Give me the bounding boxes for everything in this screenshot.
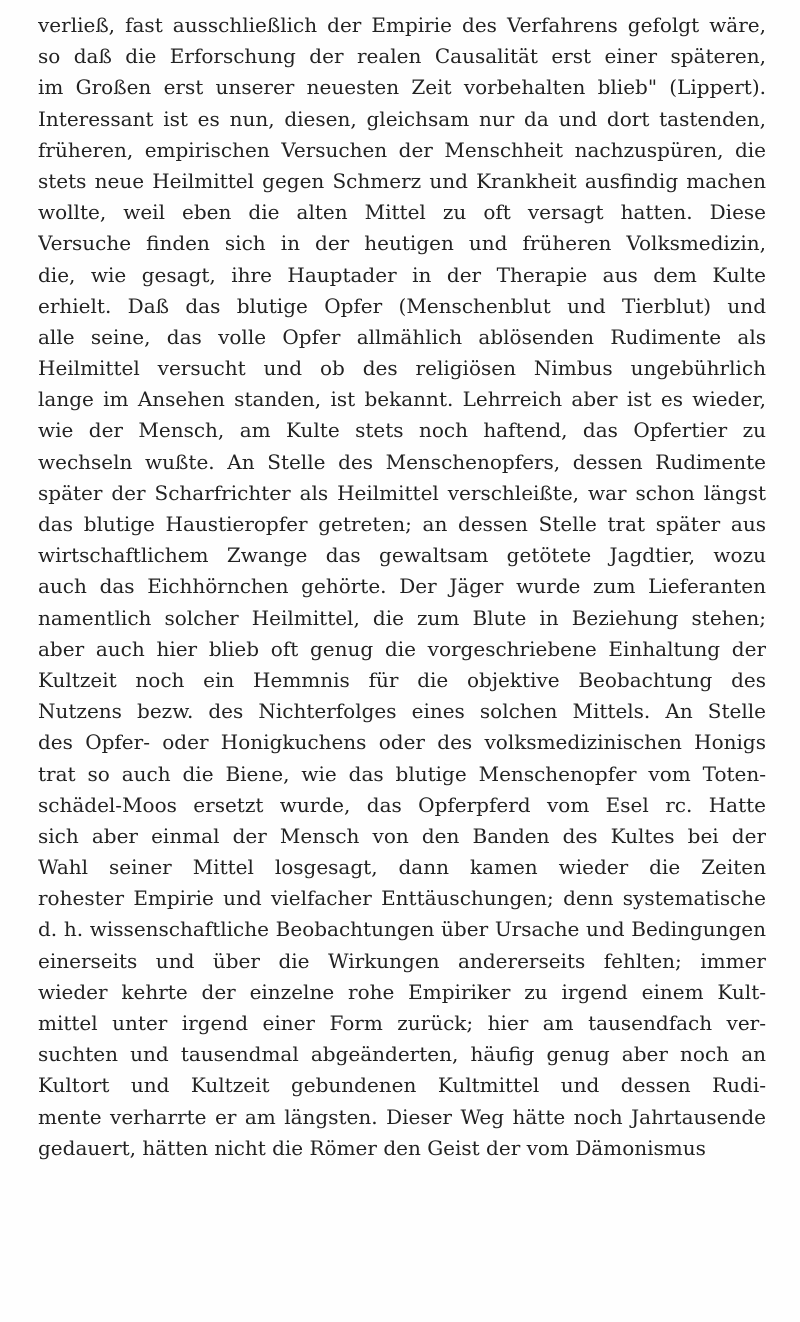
text-line: wollte, weil eben die alten Mittel zu oft versagt hatten. Diese [38, 200, 766, 225]
text-line: schädel-Moos ersetzt wurde, das Opferpferd vom Esel rc. Hatte [38, 792, 766, 817]
text-line: sich aber einmal der Mensch von den Banden des Kultes bei der [38, 823, 766, 848]
text-line: das blutige Haustieropfer getreten; an dessen Stelle trat später aus [38, 512, 766, 536]
text-line: Kultort und Kultzeit gebundenen Kultmittel und dessen Rudi- [38, 1073, 766, 1098]
text-line: auch das Eichhörnchen gehörte. Der Jäger wurde zum Lieferanten [38, 574, 766, 599]
text-line: des Opfer- oder Honigkuchens oder des volksmedizinischen Honigs [38, 730, 766, 755]
text-line: d. h. wissenschaftliche Beobachtungen über Ursache und Bedingungen [38, 917, 766, 942]
text-line: verließ, fast ausschließlich der Empirie des Verfahrens gefolgt wäre, [38, 13, 766, 37]
text-line: einerseits und über die Wirkungen andererseits fehlten; immer [38, 948, 766, 973]
text-line: Versuche finden sich in der heutigen und früheren Volksmedizin, [38, 231, 766, 256]
text-line: die, wie gesagt, ihre Hauptader in der Therapie aus dem Kulte [38, 262, 766, 287]
text-line: später der Scharfrichter als Heilmittel verschleißte, war schon längst [38, 480, 766, 505]
text-line: wieder kehrte der einzelne rohe Empiriker zu irgend einem Kult- [38, 979, 766, 1004]
text-line: mente verharrte er am längsten. Dieser Weg hätte noch Jahrtausende [38, 1104, 766, 1129]
text-line: erhielt. Daß das blutige Opfer (Menschenblut und Tierblut) und [38, 293, 766, 318]
text-line: früheren, empirischen Versuchen der Menschheit nachzuspüren, die [38, 137, 766, 162]
text-line: suchten und tausendmal abgeänderten, häufig genug aber noch an [38, 1042, 766, 1067]
text-line: Wahl seiner Mittel losgesagt, dann kamen wieder die Zeiten [38, 855, 766, 880]
text-line: Heilmittel versucht und ob des religiösen Nimbus ungebührlich [38, 356, 766, 381]
text-line: stets neue Heilmittel gegen Schmerz und Krankheit ausfindig machen [38, 168, 766, 193]
text-line: mittel unter irgend einer Form zurück; hier am tausendfach ver- [38, 1011, 766, 1035]
body-text [38, 10, 766, 1164]
text-line: rohester Empirie und vielfacher Enttäuschungen; denn systematische [38, 886, 766, 911]
text-line: trat so auch die Biene, wie das blutige Menschenopfer vom Toten- [38, 761, 766, 786]
text-line: lange im Ansehen standen, ist bekannt. Lehrreich aber ist es wieder, [38, 387, 766, 412]
text-line: namentlich solcher Heilmittel, die zum Blute in Beziehung stehen; [38, 605, 766, 630]
text-line: alle seine, das volle Opfer allmählich ablösenden Rudimente als [38, 324, 766, 349]
text-line: wechseln wußte. An Stelle des Menschenopfers, dessen Rudimente [38, 449, 766, 474]
text-line: im Großen erst unserer neuesten Zeit vorbehalten blieb" (Lippert). [38, 75, 766, 100]
text-line: wirtschaftlichem Zwange das gewaltsam getötete Jagdtier, wozu [38, 543, 766, 568]
text-line: Nutzens bezw. des Nichterfolges eines solchen Mittels. An Stelle [38, 699, 766, 724]
text-line: gedauert, hätten nicht die Römer den Geist der vom Dämonismus [38, 1135, 706, 1160]
text-line: Kultzeit noch ein Hemmnis für die objektive Beobachtung des [38, 667, 766, 692]
text-line: aber auch hier blieb oft genug die vorgeschriebene Einhaltung der [38, 636, 766, 661]
text-line: so daß die Erforschung der realen Causalität erst einer späteren, [38, 44, 766, 69]
text-line: Interessant ist es nun, diesen, gleichsam nur da und dort tastenden, [38, 106, 766, 131]
text-line: wie der Mensch, am Kulte stets noch haftend, das Opfertier zu [38, 418, 766, 443]
